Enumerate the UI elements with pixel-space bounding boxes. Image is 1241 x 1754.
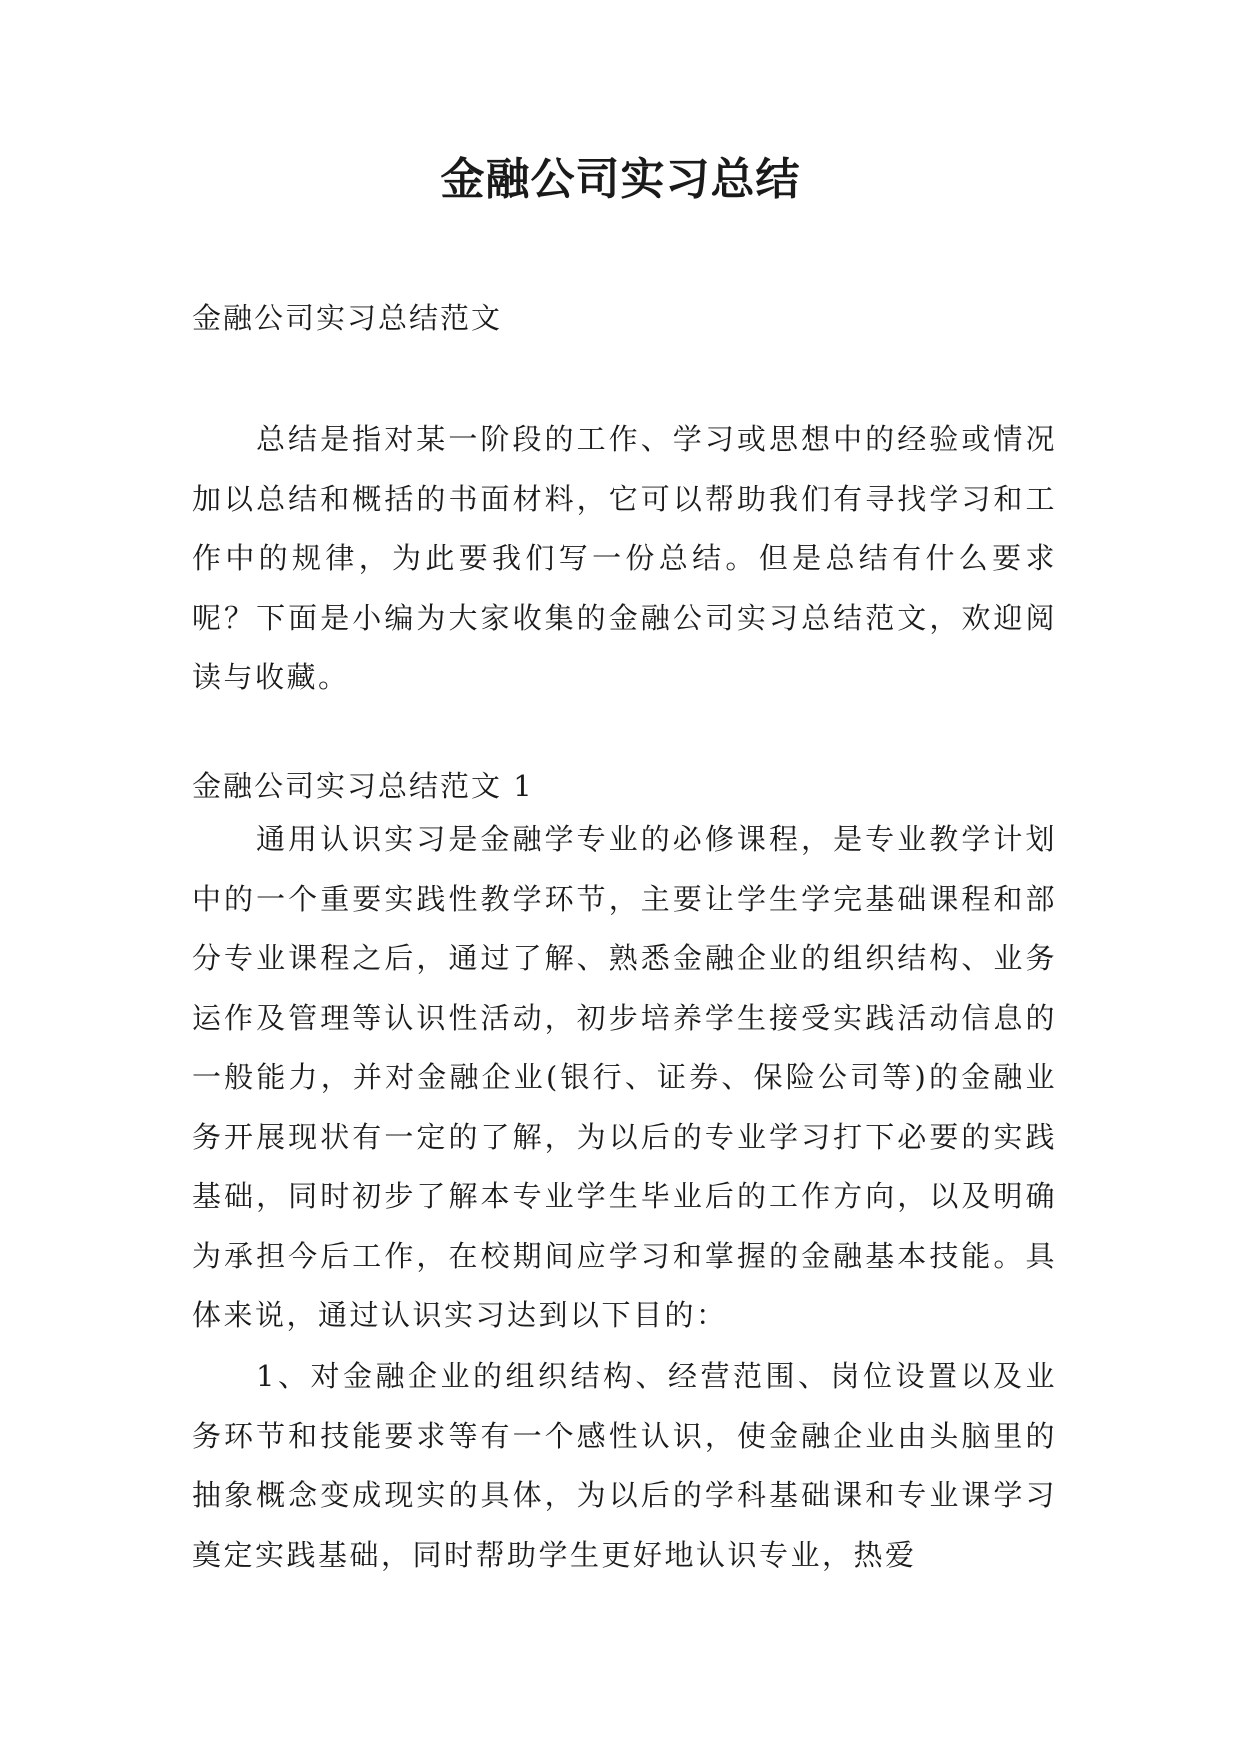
- document-subtitle: 金融公司实习总结范文: [192, 301, 503, 335]
- body-paragraph: 通用认识实习是金融学专业的必修课程，是专业教学计划中的一个重要实践性教学环节，主要让学生学完基础课程和部分专业课程之后，通过了解、熟悉金融企业的组织结构、业务运作及管理等认识性活动，初步培养学生接受实践活动信息的一般能力，并对金融企业(银行、证券、保险公司等)的金融业务开展现状有一定的了解，为以后的专业学习打下必要的实践基础，同时初步了解本专业学生毕业后的工作方向，以及明确为承担今后工作，在校期间应学习和掌握的金融基本技能。具体来说，通过认识实习达到以下目的：: [192, 822, 1057, 1332]
- section-heading: 金融公司实习总结范文 1: [192, 769, 534, 803]
- intro-paragraph: 总结是指对某一阶段的工作、学习或思想中的经验或情况加以总结和概括的书面材料，它可以帮助我们有寻找学习和工作中的规律，为此要我们写一份总结。但是总结有什么要求呢？下面是小编为大家收集的金融公司实习总结范文，欢迎阅读与收藏。: [192, 422, 1057, 694]
- document-title: 金融公司实习总结: [440, 154, 801, 205]
- body-paragraph: 1、对金融企业的组织结构、经营范围、岗位设置以及业务环节和技能要求等有一个感性认识，使金融企业由头脑里的抽象概念变成现实的具体，为以后的学科基础课和专业课学习奠定实践基础，同时帮助学生更好地认识专业，热爱: [192, 1359, 1057, 1572]
